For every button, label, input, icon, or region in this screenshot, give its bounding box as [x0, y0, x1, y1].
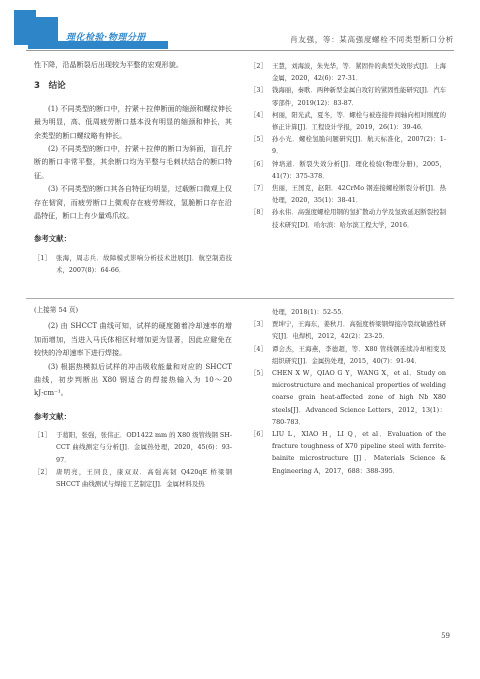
reference-text: CHEN X W，QIAO G Y，WANG X，et al．Study on microstructure and mechanical properties of welding coarse grain heat-affected zone of high Nb X80 steels[J]．Advanced Science Letters，2012，13(1)：780-783． — [272, 369, 446, 426]
conclusion-3: (3) 不同类型的断口其各自特征均明显，过载断口微观上仅存在韧窝，而疲劳断口上微观存在疲劳辉纹，氢脆断口存在沿晶特征，断口上有少量鸡爪纹。 — [34, 184, 232, 221]
reference-text: 唐明亮，王同良，康双双．高强高韧 Q420qE 桥梁钢 SHCCT 曲线测试与焊接工艺制定[J]．金属材料及热 — [56, 467, 232, 489]
reference-number: ［6］ — [250, 430, 267, 439]
reference-item — [250, 133, 446, 157]
reference-number: ［5］ — [250, 135, 267, 144]
reference-text: 处理，2018(1)：52-55． — [272, 308, 348, 316]
reference-number: ［1］ — [34, 431, 51, 440]
reference-item — [250, 318, 446, 342]
paragraph: (3) 根据热模拟后试样的冲击吸收能量和对应的 SHCCT 曲线，初步判断出 X80 钢适合的焊接热输入为 10～20 kJ·cm⁻¹。 — [34, 361, 232, 398]
conclusion-2: (2) 不同类型的断口中，拧紧＋拉伸的断口为斜面，盲孔拧断的断口非常平整，其余断口均为平整与毛刺状结合的断口特征。 — [34, 144, 232, 180]
reference-item — [250, 182, 446, 206]
journal-logo-text: 理化检验·物理分册 — [66, 33, 146, 43]
reference-item — [250, 367, 446, 428]
reference-number: ［3］ — [250, 320, 267, 329]
reference-text: 钱海丽，秦歌．两种新型金属自攻钉的紧固性能研究[J]．汽车零部件，2019(12)：83-87． — [272, 86, 446, 107]
upper-right-column — [250, 60, 446, 231]
reference-item — [250, 158, 446, 182]
reference-text: 贾坤宁，王海东，姜秋月．高强度桥梁钢焊接冷裂纹敏感性研究[J]．电焊机，2012，42(2)：23-25． — [272, 320, 446, 341]
conclusion-1: (1) 不同类型的断口中，拧紧＋拉伸断面的缩颈和螺纹伸长最为明显，高、低周疲劳断口基本没有明显的缩颈和伸长，其余类型的断口螺纹略有伸长。 — [34, 103, 232, 140]
reference-text: 于葛阳，张强，张伟正．OD1422 mm 的 X80 级管线钢 SH-CCT 曲线测定与分析[J]．金属热处理，2020，45(6)：93-97． — [56, 431, 232, 464]
section-divider — [26, 298, 454, 299]
reference-item — [34, 429, 232, 466]
reference-number: ［5］ — [250, 369, 267, 378]
references-heading: 参考文献： — [34, 234, 71, 244]
reference-text: 谭会杰，王海燕，李德超，等．X80 管线钢连续冷却相变及组织研究[J]．金属热处理，2015，40(7)：91-94． — [272, 344, 446, 365]
reference-item — [250, 343, 446, 367]
upper-left-column — [34, 58, 232, 276]
reference-text: 焦丽，王国克，赵阳．42CrMo 钢连接螺栓断裂分析[J]．热处理，2020，35(1)：38-41． — [272, 184, 446, 205]
reference-number: ［3］ — [250, 86, 267, 95]
reference-item — [250, 428, 446, 477]
reference-number: ［4］ — [250, 110, 267, 119]
reference-item — [34, 466, 232, 490]
reference-text: 柯丽，阳光武，夏冬，等．螺栓与被连接件间轴向相对刚度的修正计算[J]．工程设计学报，2019，26(1)：39-46． — [272, 110, 446, 132]
reference-item — [250, 84, 446, 108]
reference-number: ［8］ — [250, 208, 267, 217]
reference-item — [34, 252, 232, 276]
reference-number: ［2］ — [34, 467, 51, 476]
reference-text: 钟培道．断裂失效分析[J]．理化检验(物理分册)，2005，41(7)：375-378． — [272, 159, 446, 180]
reference-number: ［7］ — [250, 184, 267, 193]
page-header — [0, 0, 480, 50]
reference-number: ［1］ — [34, 253, 51, 262]
reference-number: ［2］ — [250, 62, 267, 70]
header-rule — [26, 50, 454, 51]
reference-text: 王慧，刘海波，朱先华，等．紧固件的典型失效形式[J]．上海金属，2020，42(6)：27-31． — [272, 62, 446, 83]
reference-text: 孙永伟．高强度螺栓用钢的氢扩散动力学及氢致延迟断裂控制技术研究[D]．哈尔滨：哈尔滨工程大学，2016． — [272, 208, 446, 229]
reference-number: ［4］ — [250, 344, 267, 353]
reference-item — [250, 206, 446, 230]
page-number: 59 — [441, 632, 450, 640]
references-heading: 参考文献： — [34, 411, 71, 421]
reference-text: 孙小光．螺栓氢脆问题研究[J]．航天标准化，2007(2)：1-9． — [272, 135, 446, 156]
continued-from-note: (上接第 54 页) — [34, 306, 79, 314]
lower-right-column — [250, 306, 446, 477]
paragraph: (2) 由 SHCCT 曲线可知，试样的硬度随着冷却速率的增加而增加，当进入马氏体相区时增加更为显著，因此应避免在较快的冷却速率下进行焊接。 — [34, 321, 232, 358]
reference-item — [250, 60, 446, 84]
section-title-conclusions: 3 结论 — [34, 81, 66, 92]
reference-text: LIU L，XIAO H，LI Q，et al．Evaluation of the fracture toughness of X70 pipeline steel with ferrite-bainite microstructure [J]．Materials Science & Engineering A，2017，688：388-395． — [272, 430, 446, 475]
reference-item — [250, 109, 446, 133]
continuation-text: 性下降，沿晶断裂后出现较为平整的宏观形貌。 — [34, 60, 183, 69]
running-title: 肖友强，等：某高强度螺栓不同类型断口分析 — [290, 35, 454, 44]
lower-left-column — [34, 304, 232, 490]
reference-text: 张海，周志兵．故障模式影响分析技术进展[J]．航空制造技术，2007(8)：64-66． — [56, 253, 232, 275]
reference-item — [250, 306, 446, 318]
reference-number: ［6］ — [250, 159, 267, 168]
reference-number — [250, 306, 272, 318]
